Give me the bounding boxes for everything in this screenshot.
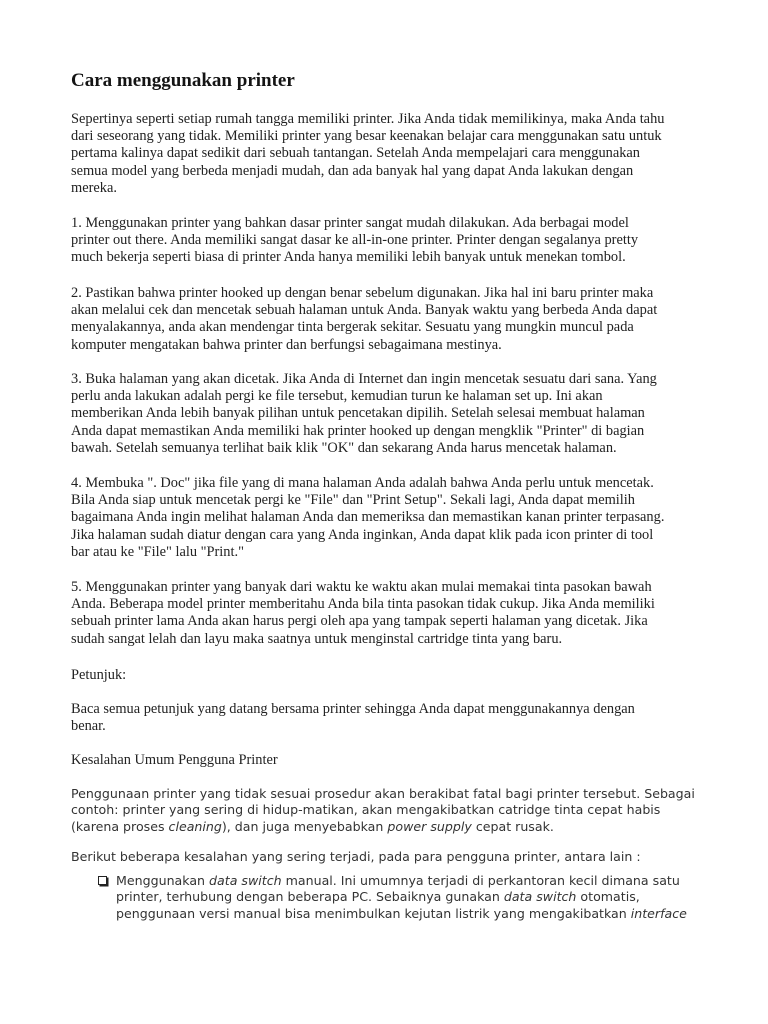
text-line: Kesalahan Umum Pengguna Printer	[71, 752, 278, 768]
text-line: Sepertinya seperti setiap rumah tangga memiliki printer. Jika Anda tidak memilikinya, maka Anda tahu	[71, 111, 665, 127]
text-line: printer out there. Anda memiliki sangat dasar ke all-in-one printer. Printer dengan segalanya pretty	[71, 232, 639, 249]
text-line: memberikan Anda lebih banyak pilihan untuk pencetakan dipilih. Setelah selesai membuat halaman	[71, 405, 645, 422]
text-line	[71, 819, 695, 835]
step-1-paragraph	[71, 215, 638, 267]
text-line: Baca semua petunjuk yang datang bersama printer sehingga Anda dapat menggunakannya dengan	[71, 701, 635, 717]
tips-paragraph	[71, 701, 635, 735]
text-line	[116, 906, 687, 922]
errors-intro-paragraph	[71, 786, 695, 835]
text-line: mereka.	[71, 179, 117, 196]
text-line: 3. Buka halaman yang akan dicetak. Jika Anda di Internet dan ingin mencetak sesuatu dari sana. Yang	[71, 371, 657, 387]
text-run: Menggunakan	[116, 873, 210, 888]
step-2-paragraph	[71, 285, 657, 354]
text-line: 1. Menggunakan printer yang bahkan dasar printer sangat mudah dilakukan. Ada berbagai model	[71, 215, 629, 231]
italic-term: data switch	[209, 873, 282, 888]
italic-term: data switch	[503, 889, 577, 905]
italic-term: cleaning	[168, 818, 222, 834]
text-line: 2. Pastikan bahwa printer hooked up dengan benar sebelum digunakan. Jika hal ini baru printer maka	[71, 285, 654, 301]
step-5-paragraph	[71, 579, 655, 648]
text-line: 5. Menggunakan printer yang banyak dari waktu ke waktu akan mulai memakai tinta pasokan bawah	[71, 579, 652, 595]
text-line: bawah. Setelah semuanya terlihat baik klik "OK" dan sekarang Anda harus mencetak halaman.	[71, 439, 617, 456]
text-line: komputer mengatakan bahwa printer dan berfungsi sebagaimana mestinya.	[71, 336, 502, 353]
text-line: Jika halaman sudah diatur dengan cara yang Anda inginkan, Anda dapat klik pada icon printer di tool	[71, 526, 654, 543]
text-line	[116, 889, 687, 905]
text-line: menyalakannya, anda akan mendengar tinta bergerak sekitar. Sesuatu yang mungkin muncul pada	[71, 319, 634, 336]
text-line: bar atau ke "File" lalu "Print."	[71, 543, 244, 560]
intro-paragraph	[71, 111, 664, 197]
tips-heading	[71, 667, 126, 684]
step-3-paragraph	[71, 371, 657, 457]
text-line: benar.	[71, 718, 106, 735]
text-run: cepat rusak.	[471, 818, 554, 834]
text-run: otomatis,	[576, 889, 640, 905]
text-line: 4. Membuka ". Doc" jika file yang di mana halaman Anda adalah bahwa Anda perlu untuk mencetak.	[71, 475, 654, 491]
text-line: much bekerja seperti biasa di printer Anda hanya memiliki lebih banyak untuk menekan tombol.	[71, 249, 626, 266]
text-run: printer, terhubung dengan beberapa PC. Sebaiknya gunakan	[116, 889, 504, 905]
checkbox-bullet-icon	[98, 876, 107, 885]
errors-list-intro	[71, 849, 641, 865]
text-line: bagaimana Anda ingin melihat halaman Anda dan memeriksa dan memastikan kanan printer terpasang.	[71, 509, 665, 526]
text-line: Penggunaan printer yang tidak sesuai prosedur akan berakibat fatal bagi printer tersebut. Sebagai	[71, 786, 695, 801]
italic-term: interface	[630, 905, 687, 921]
text-run: penggunaan versi manual bisa menimbulkan kejutan listrik yang mengakibatkan	[116, 905, 631, 921]
bullet-text	[116, 873, 687, 922]
text-line	[116, 873, 687, 889]
text-line: Anda. Beberapa model printer memberitahu Anda bila tinta pasokan tidak cukup. Jika Anda memiliki	[71, 596, 655, 613]
text-run: ), dan juga menyebabkan	[221, 818, 388, 834]
text-line: semua model yang berbeda menjadi mudah, dan ada banyak hal yang dapat Anda lakukan dengan	[71, 162, 634, 179]
italic-term: power supply	[387, 818, 472, 834]
text-run: (karena proses	[71, 818, 169, 834]
text-line: dari seseorang yang tidak. Memiliki printer yang besar keenakan belajar cara menggunakan satu untuk	[71, 128, 662, 145]
step-4-paragraph	[71, 475, 664, 561]
text-line: pertama kalinya dapat sedikit dari sebuah tantangan. Setelah Anda mempelajari cara menggunakan	[71, 145, 641, 162]
page-title: Cara menggunakan printer	[71, 70, 295, 91]
text-line: Bila Anda siap untuk mencetak pergi ke "File" dan "Print Setup". Sekali lagi, Anda dapat memilih	[71, 492, 635, 509]
text-line: Berikut beberapa kesalahan yang sering terjadi, pada para pengguna printer, antara lain :	[71, 849, 641, 864]
text-line: sudah sangat lelah dan layu maka saatnya untuk menginstal cartridge tinta yang baru.	[71, 630, 563, 647]
section-heading	[71, 752, 278, 769]
text-line: akan melalui cek dan mencetak sebuah halaman untuk Anda. Banyak waktu yang berbeda Anda dapat	[71, 302, 658, 319]
text-line: perlu anda lakukan adalah pergi ke file tersebut, kemudian turun ke halaman set up. Ini akan	[71, 388, 603, 405]
text-line: contoh: printer yang sering di hidup-matikan, akan mengakibatkan catridge tinta cepat habis	[71, 802, 661, 818]
text-line: Petunjuk:	[71, 667, 127, 683]
text-line: Anda dapat memastikan Anda memiliki hak printer hooked up dengan mengklik "Printer" di bagian	[71, 422, 645, 439]
text-run: manual. Ini umumnya terjadi di perkantoran kecil dimana satu	[281, 873, 680, 888]
text-line: sebuah printer lama Anda akan harus pergi oleh apa yang tampak seperti halaman yang dicetak. Jika	[71, 613, 648, 630]
